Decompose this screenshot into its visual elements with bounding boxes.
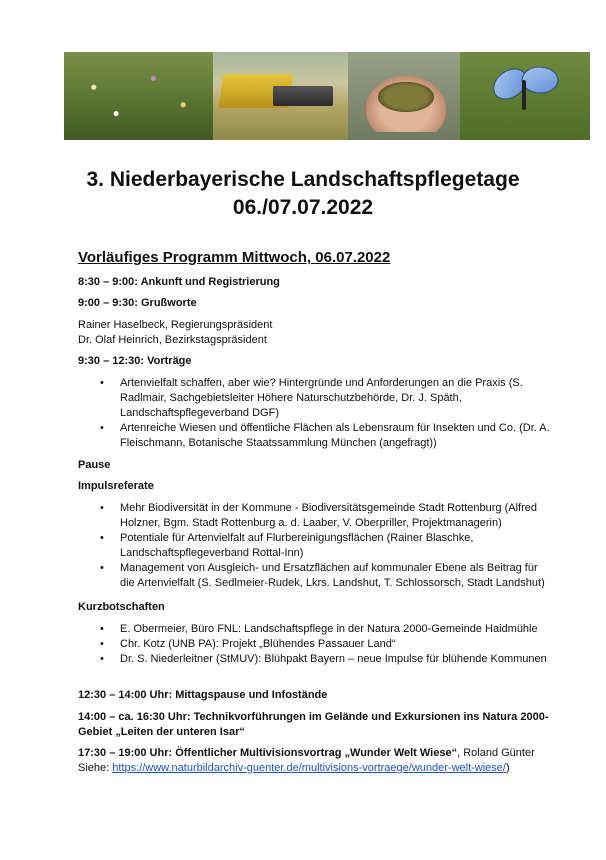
list-item: • Management von Ausgleich- und Ersatzflächen auf kommunaler Ebene als Beitrag für die Artenvielfalt (S. Sedlmeier-Rudek, Lkrs. Landshut, T. Schlossorsch, Stadt Landshut) [96,561,545,591]
program-heading: Vorläufiges Programm Mittwoch, 06.07.2022 [78,249,391,266]
tech-demo-line1: 14:00 – ca. 16:30 Uhr: Technikvorführungen im Gelände und Exkursionen ins Natura 2000- [78,711,549,723]
speaker-2: Dr. Olaf Heinrich, Bezirkstagspräsident [78,334,267,346]
talks-list [96,376,550,451]
document-title: 3. Niederbayerische Landschaftspflegetage [86,168,520,191]
header-photo-banner [64,52,590,140]
harvesting-machine-photo-icon [213,52,348,140]
blue-butterfly-photo-icon [460,52,590,140]
lecture-speaker: , Roland Günter [457,747,535,759]
document-date: 06./07.07.2022 [232,196,374,219]
speaker-1: Rainer Haselbeck, Regierungspräsident [78,319,273,331]
list-item: • E. Obermeier, Büro FNL: Landschaftspflege in der Natura 2000-Gemeinde Haidmühle [96,622,547,637]
list-item: • Artenreiche Wiesen und öffentliche Flächen als Lebensraum für Insekten und Co. (Dr. A. Fleischmann, Botanische Staatssammlung München (angefragt)) [96,421,550,451]
lecture-title: 17:30 – 19:00 Uhr: Öffentlicher Multivisionsvortrag „Wunder Welt Wiese“ [78,747,458,759]
see-end: ) [505,762,510,774]
welcome-item: 9:00 – 9:30: Grußworte [78,297,197,309]
tech-demo-line2: Gebiet „Leiten der unteren Isar“ [78,726,245,738]
short-list [96,622,547,667]
lecture-item [78,746,535,761]
arrival-item: 8:30 – 9:00: Ankunft und Registrierung [78,276,280,288]
short-heading: Kurzbotschaften [78,601,165,613]
impulse-list [96,501,545,591]
lunch-item: 12:30 – 14:00 Uhr: Mittagspause und Infostände [78,689,328,701]
lecture-link[interactable]: https://www.naturbildarchiv-guenter.de/multivisions-vortraege/wunder-welt-wiese/ [112,762,506,774]
talks-heading: 9:30 – 12:30: Vorträge [78,355,192,367]
list-item: • Dr. S. Niederleitner (StMUV): Blühpakt Bayern – neue Impulse für blühende Kommunen [96,652,547,667]
meadow-flowers-photo-icon [64,52,213,140]
list-item: • Chr. Kotz (UNB PA): Projekt „Blühendes Passauer Land“ [96,637,547,652]
see-label: Siehe: [78,762,113,774]
list-item: • Mehr Biodiversität in der Kommune - Biodiversitätsgemeinde Stadt Rottenburg (Alfred Holzner, Bgm. Stadt Rottenburg a. d. Laaber, V. Oberpriller, Projektmanagerin) [96,501,545,531]
list-item: • Artenvielfalt schaffen, aber wie? Hintergründe und Anforderungen an die Praxis (S. Radlmair, Sachgebietsleiter Höhere Naturschutzbehörde, Dr. J. Späth, Landschaftspflegeverband DGF) [96,376,550,421]
list-item: • Potentiale für Artenvielfalt auf Flurbereinigungsflächen (Rainer Blaschke, Landschaftspflegeverband Rottal-Inn) [96,531,545,561]
hands-holding-hay-photo-icon [348,52,460,140]
pause-item: Pause [78,459,111,471]
impulse-heading: Impulsreferate [78,480,154,492]
see-line [78,761,510,776]
